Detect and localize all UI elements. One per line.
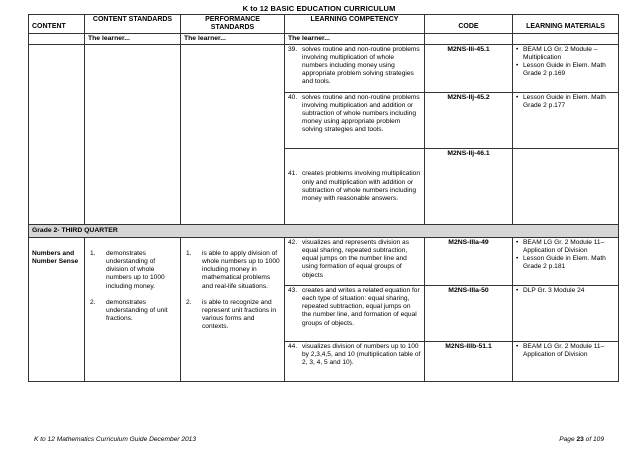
- code-cell: M2NS-IIj-46.1: [425, 149, 513, 225]
- competency-cell: [285, 45, 425, 93]
- quarter-label: Grade 2- THIRD QUARTER: [29, 225, 619, 238]
- material-item: Lesson Guide in Elem. Math Grade 2 p.181: [523, 255, 606, 271]
- material-item: BEAM LG Gr. 2 Module 11– Application of Division: [523, 239, 605, 255]
- list-item: 1. demonstrates understanding of division of whole numbers up to 1000 including money.: [90, 250, 165, 290]
- performance-standards-list: [184, 250, 281, 331]
- material-item: Lesson Guide in Elem. Math Grade 2 p.177: [523, 94, 606, 110]
- code-cell: M2NS-IIIa-49: [425, 238, 513, 286]
- page-current: 23: [576, 436, 584, 443]
- competency-cell: [285, 286, 425, 342]
- header-code: CODE: [425, 15, 513, 34]
- learner-empty-cell: [29, 34, 85, 45]
- materials-cell: • BEAM LG Gr. 2 Module 11– Application of Division • Lesson Guide in Elem. Math Grade 2 p.181: [513, 238, 619, 286]
- performance-standards-cell-empty: [181, 45, 285, 225]
- competency-text: visualizes and represents division as equal sharing, repeated subtraction, equal jumps on the number line and using formation of equal groups of objects: [302, 239, 410, 279]
- competency-text: solves routine and non-routine problems involving multiplication of whole numbers including money using appropriate problem solving strategies and tools.: [302, 46, 420, 86]
- header-learning-materials: LEARNING MATERIALS: [513, 15, 619, 34]
- performance-standards-cell: [181, 238, 285, 382]
- competency-text: creates problems involving multiplication only and multiplication with addition or subtraction of whole numbers including money with reasonable answers.: [302, 170, 421, 202]
- list-item: 2. demonstrates understanding of unit fractions.: [90, 298, 168, 322]
- code-cell: M2NS-IIi-45.1: [425, 45, 513, 93]
- material-item: BEAM LG Gr. 2 Module 11– Application of Division: [523, 343, 605, 359]
- competency-cell: [285, 238, 425, 286]
- materials-cell: • BEAM LG Gr. 2 Module – Multiplication • Lesson Guide in Elem. Math Grade 2 p.169: [513, 45, 619, 93]
- competency-number: 44.: [288, 343, 298, 351]
- materials-cell: • Lesson Guide in Elem. Math Grade 2 p.177: [513, 93, 619, 149]
- header-content-standards: CONTENT STANDARDS: [85, 15, 181, 34]
- competency-text: visualizes division of numbers up to 100 by 2,3,4,5, and 10 (multiplication table of 2, 3, 4, 5 and 10).: [302, 343, 421, 367]
- competency-number: 42.: [288, 239, 298, 247]
- code-cell: M2NS-IIIa-50: [425, 286, 513, 342]
- page-total: of 109: [585, 436, 604, 443]
- materials-cell-empty: [513, 149, 619, 225]
- curriculum-table: [28, 14, 619, 382]
- table-row: [29, 238, 619, 286]
- header-content: CONTENT: [29, 15, 85, 34]
- quarter-row: [29, 225, 619, 238]
- content-cell-empty: [29, 45, 85, 225]
- competency-number: 41.: [288, 170, 298, 178]
- footer-guide-title: K to 12 Mathematics Curriculum Guide December 2013: [34, 436, 196, 443]
- competency-text: solves routine and non-routine problems involving multiplication and addition or subtraction of whole numbers including money using appropriate problem solving strategies and tools.: [302, 94, 420, 134]
- learner-empty-code: [425, 34, 513, 45]
- document-title: K to 12 BASIC EDUCATION CURRICULUM: [242, 4, 396, 13]
- header-learning-competency: LEARNING COMPETENCY: [285, 15, 425, 34]
- table-row: [29, 45, 619, 93]
- content-standards-cell-empty: [85, 45, 181, 225]
- competency-text: creates and writes a related equation for each type of situation: equal sharing, repeated subtraction, equal jumps on the number line, and formation of equal groups of objects.: [302, 287, 420, 327]
- competency-number: 39.: [288, 46, 298, 54]
- competency-cell: [285, 149, 425, 225]
- learner-label-ps: The learner...: [181, 34, 285, 45]
- page-prefix: Page: [559, 436, 575, 443]
- content-standards-cell: [85, 238, 181, 382]
- code-cell: M2NS-IIj-45.2: [425, 93, 513, 149]
- competency-number: 43.: [288, 287, 298, 295]
- list-item: 1. is able to apply division of whole numbers up to 1000 including money in mathematical problems and real-life situations.: [186, 250, 280, 290]
- competency-number: 40.: [288, 94, 298, 102]
- footer-page-number: [559, 436, 604, 443]
- header-performance-standards: PERFORMANCE STANDARDS: [181, 15, 285, 34]
- header-row: [29, 15, 619, 34]
- material-item: BEAM LG Gr. 2 Module – Multiplication: [523, 46, 598, 62]
- learner-label-lc: The learner...: [285, 34, 425, 45]
- content-area-label: Numbers and Number Sense: [32, 250, 79, 266]
- material-item: Lesson Guide in Elem. Math Grade 2 p.169: [523, 62, 606, 78]
- material-item: DLP Gr. 3 Module 24: [523, 287, 585, 295]
- content-standards-list: [88, 250, 177, 323]
- content-cell: [29, 238, 85, 382]
- learner-row: [29, 34, 619, 45]
- list-item: 2. is able to recognize and represent unit fractions in various forms and contexts.: [186, 298, 277, 330]
- competency-cell: [285, 93, 425, 149]
- code-cell: M2NS-IIIb-51.1: [425, 342, 513, 382]
- learner-label-cs: The learner...: [85, 34, 181, 45]
- materials-cell: • DLP Gr. 3 Module 24: [513, 286, 619, 342]
- competency-cell: [285, 342, 425, 382]
- materials-cell: • BEAM LG Gr. 2 Module 11– Application of Division: [513, 342, 619, 382]
- learner-empty-materials: [513, 34, 619, 45]
